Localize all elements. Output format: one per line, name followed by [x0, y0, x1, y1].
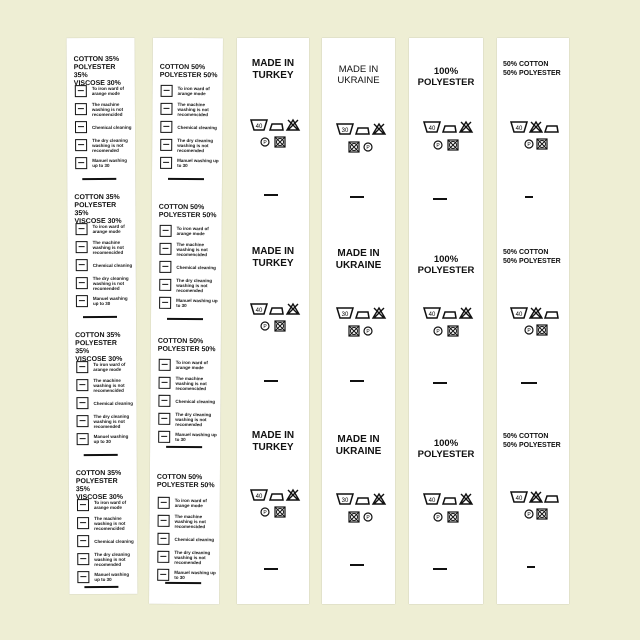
label-segment [67, 56, 136, 186]
separator-line [527, 566, 535, 568]
composition-line: POLYESTER 35% [74, 201, 117, 218]
wash-iron-bleach-icons [416, 118, 476, 154]
composition-line: VISCOSE 30% [75, 355, 123, 364]
svg-text:40: 40 [255, 124, 263, 130]
care-text: Chemical cleaning [91, 124, 132, 130]
bleach-triangle-icon [158, 395, 170, 407]
composition-label [409, 254, 483, 276]
iron-icon [76, 223, 88, 235]
hand-wash-icon [159, 297, 171, 309]
composition-line: POLYESTER [417, 265, 475, 276]
svg-text:P: P [365, 329, 370, 335]
label-segment [151, 204, 222, 334]
label-segment [149, 474, 220, 604]
care-symbols [322, 304, 395, 340]
composition-line: COTTON 50% [156, 473, 203, 482]
separator-line [350, 564, 364, 566]
hand-wash-icon [77, 433, 89, 445]
no-machine-wash-icon [158, 515, 170, 527]
care-text: To iron ward of arange mode [177, 85, 210, 97]
separator-line [264, 380, 278, 382]
care-instructions [75, 84, 133, 174]
svg-text:40: 40 [515, 496, 523, 502]
dry-clean-circle-icon [160, 139, 172, 151]
composition-line: 50% COTTON [503, 61, 549, 68]
svg-text:P: P [263, 510, 267, 516]
care-instructions [76, 222, 134, 312]
svg-text:P: P [365, 515, 370, 521]
bleach-triangle-icon [160, 121, 172, 133]
care-text: Chemical cleaning [174, 536, 215, 542]
no-machine-wash-icon [160, 103, 172, 115]
care-symbols [409, 490, 483, 526]
label-segment [152, 64, 223, 194]
separator-line [433, 568, 447, 570]
composition-line: COTTON 35% [75, 469, 122, 478]
iron-icon [75, 85, 87, 97]
iron-icon [76, 361, 88, 373]
composition-line: COTTON 35% [73, 55, 120, 64]
wash-iron-bleach-icons [503, 488, 563, 522]
composition-label [503, 60, 569, 78]
composition-line: 50% POLYESTER [503, 258, 561, 265]
care-text: The dry cleaning washing is not recomended [176, 277, 213, 293]
care-text: Manuel washing up to 30 [174, 569, 216, 580]
care-text: The machine washing is not recomencided [175, 375, 207, 391]
care-text: Manuel washing up to 30 [177, 157, 219, 169]
care-text: Chemical cleaning [92, 262, 133, 268]
care-symbols [237, 116, 309, 150]
care-symbols [497, 488, 569, 522]
wash-iron-bleach-icons [243, 116, 303, 150]
origin-label [237, 430, 309, 454]
care-symbols [237, 300, 309, 334]
dry-clean-circle-icon [77, 415, 89, 427]
composition-line: 100% [433, 254, 459, 265]
separator-line [521, 382, 537, 384]
care-text: To iron ward of arange mode [93, 499, 127, 511]
care-instructions [76, 360, 134, 450]
care-text: To iron ward of arange mode [93, 361, 126, 373]
bleach-triangle-icon [76, 397, 88, 409]
composition-line: VISCOSE 30% [75, 493, 124, 502]
care-text: The dry cleaning washing is not recomended [177, 137, 214, 153]
care-text: The machine washing is not recomencided [93, 377, 125, 393]
hand-wash-icon [157, 569, 169, 581]
origin-line: MADE IN [337, 434, 380, 445]
no-machine-wash-icon [75, 103, 87, 115]
separator-line [433, 382, 447, 384]
label-segment [69, 470, 138, 594]
care-text: Manuel washing up to 30 [93, 433, 129, 445]
separator-line [84, 586, 118, 588]
care-text: The dry cleaning washing is not recomended [94, 551, 131, 567]
origin-label [237, 58, 309, 82]
dry-clean-circle-icon [157, 551, 169, 563]
care-text: Manuel washing up to 30 [94, 571, 130, 583]
composition-line: POLYESTER 35% [73, 63, 116, 80]
wash-iron-bleach-icons [243, 300, 303, 334]
label-tape-cotton-polyester [149, 38, 223, 604]
care-text: Chemical cleaning [177, 124, 217, 130]
svg-text:40: 40 [255, 308, 263, 314]
hand-wash-icon [77, 571, 89, 583]
care-text: Manuel washing up to 30 [92, 157, 127, 169]
iron-icon [158, 497, 170, 509]
svg-text:40: 40 [255, 494, 263, 500]
iron-icon [159, 359, 171, 371]
label-tape-made-in-ukraine [322, 38, 395, 604]
composition-line: 50% POLYESTER [503, 442, 561, 449]
care-text: The dry cleaning washing is not recomended [92, 275, 129, 291]
composition-line: COTTON 35% [74, 193, 120, 202]
svg-text:40: 40 [428, 312, 436, 318]
separator-line [166, 446, 202, 448]
composition-line: COTTON 50% [159, 63, 206, 72]
care-instructions [160, 84, 221, 174]
composition-label [503, 248, 569, 266]
label-tape-100-polyester [409, 38, 483, 604]
composition-line: POLYESTER 50% [159, 71, 218, 80]
origin-label [237, 246, 309, 270]
care-text: The dry cleaning washing is not recomended [175, 411, 212, 427]
care-text: To iron ward of arange mode [92, 223, 125, 235]
no-machine-wash-icon [76, 379, 88, 391]
composition-line: POLYESTER 35% [75, 477, 118, 494]
svg-text:P: P [263, 140, 267, 146]
separator-line [264, 194, 278, 196]
origin-label [322, 248, 395, 272]
origin-line: TURKEY [252, 442, 294, 453]
origin-line: UKRAINE [337, 75, 380, 86]
composition-line: 100% [433, 438, 459, 449]
care-text: To iron ward of arange mode [176, 225, 209, 237]
composition-label [409, 66, 483, 88]
origin-line: MADE IN [251, 246, 295, 257]
svg-text:P: P [527, 512, 531, 518]
care-text: Chemical cleaning [176, 264, 216, 270]
care-text: The machine washing is not recomencided [91, 101, 124, 117]
composition-line: POLYESTER 35% [75, 339, 117, 356]
no-machine-wash-icon [76, 241, 88, 253]
care-instructions [77, 498, 135, 588]
care-instructions [159, 224, 220, 314]
wash-iron-bleach-icons [503, 118, 563, 152]
composition-text [159, 204, 218, 220]
hand-wash-icon [75, 157, 87, 169]
care-text: The dry cleaning washing is not recomended [92, 137, 128, 153]
care-text: Chemical cleaning [93, 400, 133, 406]
svg-text:P: P [263, 324, 267, 330]
dry-clean-circle-icon [158, 413, 170, 425]
care-text: Manuel washing up to 30 [176, 297, 218, 309]
bleach-triangle-icon [76, 259, 88, 271]
bleach-triangle-icon [75, 121, 87, 133]
origin-line: UKRAINE [335, 446, 382, 457]
care-text: To iron ward of arange mode [174, 497, 207, 509]
composition-line: 100% [433, 66, 459, 77]
care-text: Chemical cleaning [175, 398, 215, 404]
origin-label [322, 64, 395, 86]
wash-iron-bleach-icons [503, 304, 563, 338]
separator-line [168, 178, 204, 180]
composition-line: COTTON 50% [157, 337, 204, 346]
wash-iron-bleach-icons [416, 304, 476, 340]
composition-label [409, 438, 483, 460]
origin-line: MADE IN [337, 248, 380, 259]
label-segment [67, 194, 136, 324]
care-text: To iron ward of arange mode [175, 359, 208, 371]
svg-text:P: P [436, 329, 440, 335]
care-text: Manuel washing up to 30 [175, 431, 217, 443]
wash-iron-bleach-icons [416, 490, 476, 526]
care-text: The machine washing is not recomencided [92, 239, 124, 255]
origin-line: TURKEY [252, 70, 294, 81]
composition-line: 50% COTTON [503, 249, 549, 256]
origin-line: UKRAINE [335, 260, 382, 271]
svg-text:30: 30 [341, 312, 348, 318]
care-symbols [237, 486, 309, 520]
svg-text:40: 40 [515, 126, 523, 132]
care-text: Manuel washing up to 30 [92, 295, 128, 307]
svg-text:30: 30 [341, 498, 348, 504]
bleach-triangle-icon [77, 535, 89, 547]
care-text: To iron ward of arange mode [91, 85, 124, 97]
separator-line [525, 196, 533, 198]
svg-text:P: P [527, 142, 531, 148]
care-symbols [497, 304, 569, 338]
bleach-triangle-icon [157, 533, 169, 545]
separator-line [264, 568, 278, 570]
origin-line: MADE IN [251, 430, 295, 441]
care-text: The dry cleaning washing is not recomended [174, 549, 211, 565]
composition-line: POLYESTER 50% [158, 211, 217, 220]
composition-line: COTTON 50% [158, 203, 205, 212]
origin-line: MADE IN [338, 64, 379, 75]
svg-text:40: 40 [428, 498, 436, 504]
composition-line: COTTON 35% [75, 331, 121, 340]
separator-line [82, 178, 116, 180]
origin-line: MADE IN [251, 58, 295, 69]
separator-line [350, 380, 364, 382]
dry-clean-circle-icon [76, 277, 88, 289]
hand-wash-icon [76, 295, 88, 307]
separator-line [433, 198, 447, 200]
wash-iron-bleach-icons [329, 120, 389, 156]
label-tape-50-cotton-50-polyester [497, 38, 569, 604]
no-machine-wash-icon [159, 243, 171, 255]
composition-line: POLYESTER 50% [157, 345, 216, 354]
iron-icon [77, 499, 89, 511]
dry-clean-circle-icon [75, 139, 87, 151]
dry-clean-circle-icon [159, 279, 171, 291]
care-instructions [158, 358, 219, 448]
composition-line: POLYESTER [417, 449, 475, 460]
hand-wash-icon [158, 431, 170, 443]
svg-text:40: 40 [428, 126, 436, 132]
svg-text:P: P [365, 145, 370, 151]
label-segment [150, 338, 221, 468]
no-machine-wash-icon [77, 517, 89, 529]
svg-text:30: 30 [341, 128, 348, 134]
hand-wash-icon [160, 157, 172, 169]
no-machine-wash-icon [159, 377, 171, 389]
care-text: The machine washing is not recomencided [94, 515, 126, 531]
composition-line: 50% COTTON [503, 433, 549, 440]
iron-icon [160, 225, 172, 237]
wash-iron-bleach-icons [329, 490, 389, 526]
origin-label [322, 434, 395, 458]
care-symbols [409, 304, 483, 340]
iron-icon [161, 85, 173, 97]
composition-line: POLYESTER 50% [156, 481, 215, 490]
care-symbols [322, 120, 395, 156]
bleach-triangle-icon [159, 261, 171, 273]
svg-text:40: 40 [515, 312, 523, 318]
separator-line [165, 582, 201, 584]
separator-line [350, 196, 364, 198]
label-segment [68, 332, 137, 462]
care-symbols [322, 490, 395, 526]
composition-label [503, 432, 569, 450]
care-text: The machine washing is not recomencided [176, 241, 208, 257]
label-tape-made-in-turkey [237, 38, 309, 604]
wash-iron-bleach-icons [243, 486, 303, 520]
composition-line: 50% POLYESTER [503, 70, 561, 77]
wash-iron-bleach-icons [329, 304, 389, 340]
svg-text:P: P [436, 515, 440, 521]
care-text: Chemical cleaning [94, 538, 134, 544]
composition-text [158, 338, 217, 354]
composition-text [160, 64, 219, 80]
svg-text:P: P [527, 328, 531, 334]
care-instructions [157, 496, 218, 586]
dry-clean-circle-icon [77, 553, 89, 565]
composition-text [157, 474, 216, 490]
care-symbols [497, 118, 569, 152]
care-symbols [409, 118, 483, 154]
composition-line: VISCOSE 30% [74, 217, 122, 226]
origin-line: TURKEY [252, 258, 294, 269]
separator-line [84, 454, 118, 456]
composition-line: POLYESTER [417, 77, 475, 88]
composition-line: VISCOSE 30% [73, 79, 121, 88]
care-text: The dry cleaning washing is not recomended [93, 413, 130, 429]
label-tape-cotton-polyester-viscose [67, 38, 138, 594]
care-text: The machine washing is not recomencided [174, 513, 206, 529]
separator-line [83, 316, 117, 318]
care-text: The machine washing is not recomencided [177, 101, 209, 117]
separator-line [167, 318, 203, 320]
svg-text:P: P [436, 143, 440, 149]
